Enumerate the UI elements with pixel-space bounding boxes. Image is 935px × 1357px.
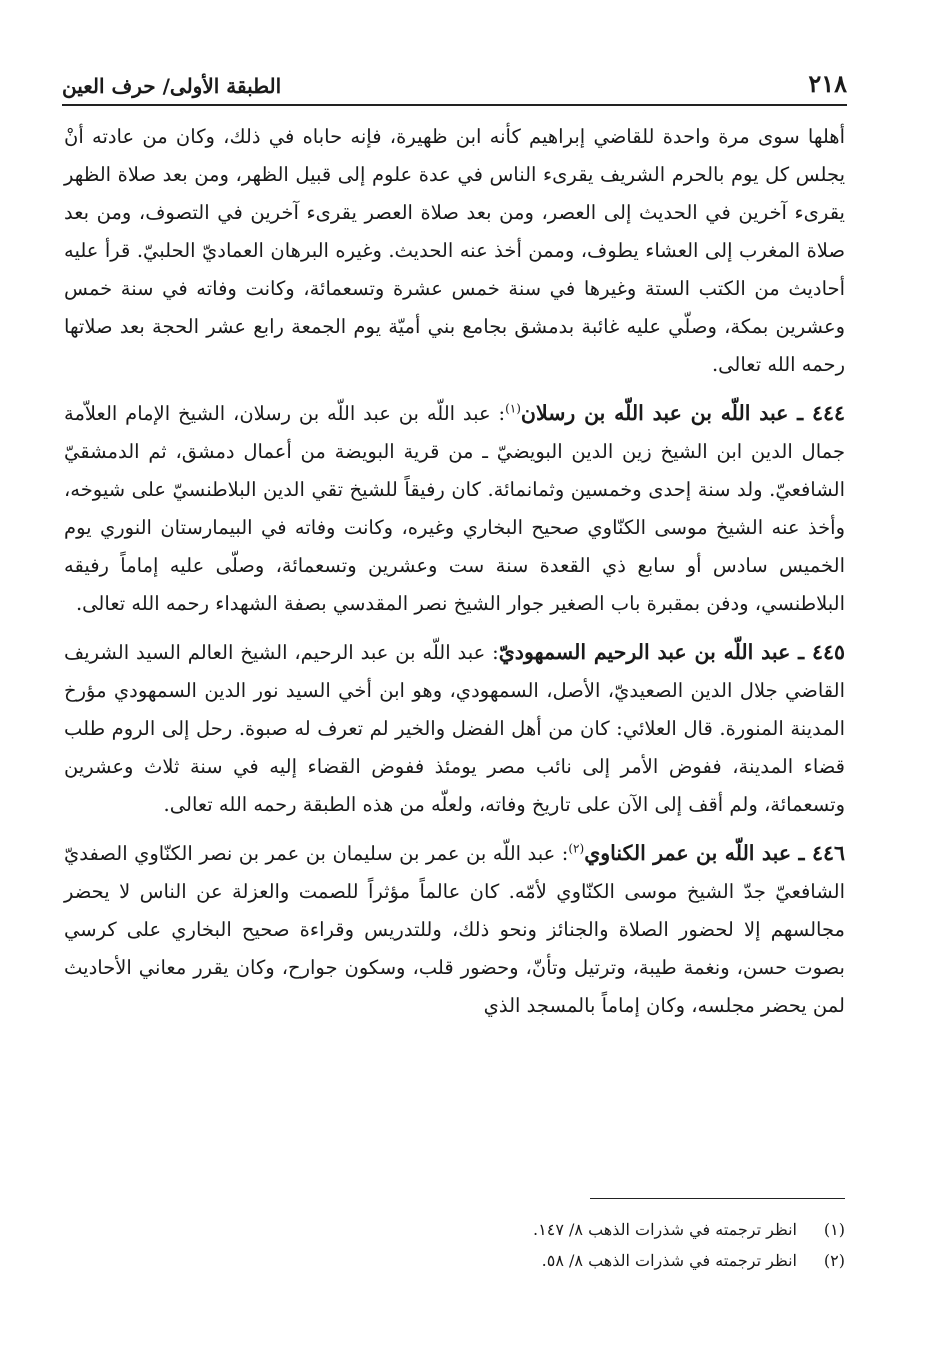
entry-text: : عبد اللّه بن عمر بن سليمان بن عمر بن نصر الكنّاوي الصفديّ الشافعيّ جدّ الشيخ موسى الكنّاوي لأمّه. كان عالماً مؤثراً للصمت والعزلة عن الناس لا يحضر مجالسهم إلا لحضور الصلاة والجنائز ونحو ذلك، وللتدريس وقراءة صحيح البخاري على كرسي بصوت حسن، ونغمة طيبة، وترتيل وتأنّ، وحضور قلب، وسكون جوارح، وكان يقرر معاني الأحاديث لمن يحضر مجلسه، وكان إماماً بالمسجد الذي [64, 842, 845, 1017]
footnote [200, 1214, 845, 1245]
entry-444 [64, 394, 845, 623]
footnotes [200, 1214, 845, 1276]
entry-text: : عبد اللّه بن عبد اللّه بن رسلان، الشيخ الإمام العلاّمة جمال الدين ابن الشيخ زين الدين البويضيّ ـ من قرية البويضة من أعمال دمشق، ثم الدمشقيّ الشافعيّ. ولد سنة إحدى وخمسين وثمانمائة. كان رفيقاً للشيخ تقي الدين البلاطنسيّ على شيوخه، وأخذ عنه الشيخ موسى الكنّاوي صحيح البخاري وغيره، وكانت وفاته في البيمارستان النوري يوم الخميس سادس أو سابع ذي القعدة سنة ست وعشرين وتسعمائة، وصلّى عليه إماماً رفيقه البلاطنسي، ودفن بمقبرة باب الصغير جوار الشيخ نصر المقدسي بصفة الشهداء رحمه الله تعالى. [64, 402, 845, 615]
footnote-marker: (٢) [823, 1251, 845, 1270]
entry-446 [64, 834, 845, 1025]
footnote-text: انظر ترجمته في شذرات الذهب ٨/ ٥٨. [541, 1251, 797, 1270]
page-header [62, 62, 847, 98]
footnote [200, 1245, 845, 1276]
entry-heading: ٤٤٤ ـ عبد اللّه بن عبد اللّه بن رسلان [520, 401, 845, 425]
page-number: ٢١٨ [808, 69, 847, 98]
footnote-ref[interactable]: (٢) [568, 841, 585, 856]
paragraph-text: أهلها سوى مرة واحدة للقاضي إبراهيم كأنه ابن ظهيرة، فإنه حاباه في ذلك، وكان من عادته أنْ يجلس كل يوم بالحرم الشريف يقرىء الناس في عدة علوم إلى قبيل الظهر، ومن بعد صلاة الظهر يقرىء آخرين في الحديث إلى العصر، ومن بعد صلاة العصر يقرىء آخرين في التصوف، ومن بعد صلاة المغرب إلى العشاء يطوف، وممن أخذ عنه الحديث. وغيره البرهان العماديّ الحلبيّ. قرأ عليه أحاديث من الكتب الستة وغيرها في سنة خمس عشرة وتسعمائة، وكانت وفاته في سنة خمس وعشرين بمكة، وصلّي عليه غائبة بدمشق بجامع بني أميّة يوم الجمعة رابع عشر الحجة بعد صلاتها رحمه الله تعالى. [64, 125, 845, 376]
header-rule [62, 104, 847, 106]
footnote-separator [590, 1198, 845, 1199]
entry-445 [64, 633, 845, 824]
footnote-marker: (١) [823, 1220, 845, 1239]
entry-heading: ٤٤٦ ـ عبد اللّه بن عمر الكناوي [584, 841, 845, 865]
entry-heading: ٤٤٥ ـ عبد اللّه بن عبد الرحيم السمهوديّ [498, 640, 846, 664]
entry-text: : عبد اللّه بن عبد الرحيم، الشيخ العالم السيد الشريف القاضي جلال الدين الصعيديّ، الأصل، السمهودي، وهو ابن أخي السيد نور الدين السمهودي مؤرخ المدينة المنورة. قال العلائي: كان من أهل الفضل والخير لم تعرف له صبوة. رحل إلى الروم طلب قضاء المدينة، ففوض الأمر إلى نائب مصر يومئذ ففوض القضاء إليه في سنة ثلاث وعشرين وتسعمائة، ولم أقف إلى الآن على تاريخ وفاته، ولعلّه من هذه الطبقة رحمه الله تعالى. [64, 641, 845, 816]
footnote-ref[interactable]: (١) [505, 401, 521, 416]
running-title: الطبقة الأولى/ حرف العين [62, 74, 282, 98]
continuation-paragraph [64, 118, 845, 384]
main-text [64, 118, 845, 1035]
footnote-text: انظر ترجمته في شذرات الذهب ٨/ ١٤٧. [533, 1220, 797, 1239]
